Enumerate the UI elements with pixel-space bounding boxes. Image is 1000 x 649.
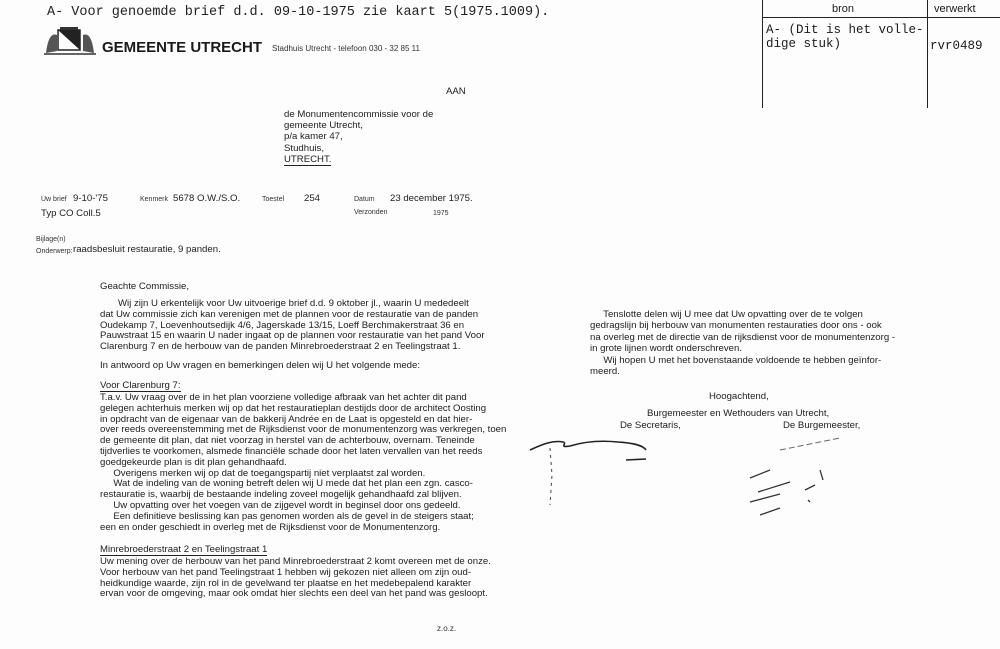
kenmerk-label: Kenmerk [140,196,169,203]
uw-brief-label: Uw brief [41,196,67,203]
paragraph-clarenburg [100,393,506,533]
typist-code: Typ CO Coll.5 [41,208,101,219]
address-line: p/a kamer 47, [284,131,343,143]
text-line: heidkundige waarde, zijn rol in de gevelwand ter plaatse en het medebepalend karakter [100,577,472,589]
text-line: Wij zijn U erkentelijk voor Uw uitvoerige brief d.d. 9 oktober jl., waarin U mededeelt [118,298,469,309]
bron-line: dige stuk) [766,37,842,51]
text-line: T.a.v. Uw vraag over de in het plan voorziene volledige afbraak van het achter dit pand [100,392,467,403]
address-line: gemeente Utrecht, [284,120,363,132]
text-line: na overleg met de directie van de rijksdienst voor de monumentenzorg - [590,331,896,343]
text-line: in opdracht van de eigenaar van de bakkerij Andrée en de Laat is opgesteld en dat hier- [100,413,473,425]
table-divider [762,17,1000,18]
text-line: Voor herbouw van het pand Teelingstraat 1 hebben wij gekozen niet alleen om zijn oud- [100,566,472,578]
text-line: een en onder geschiedt in overleg met de Rijksdienst voor de Monumentenzorg. [100,521,441,533]
address-line: Studhuis, [284,142,325,154]
bijlagen-label: Bijlage(n) [36,236,66,243]
paragraph-intro [100,299,485,353]
text-line: restauratie is, waarbij de bestaande indeling zoveel mogelijk gehandhaafd zal blijven. [100,489,462,501]
text-line: Uw opvatting over het voegen van de zijgevel wordt in beginsel door ons gedeeld. [100,499,461,511]
kenmerk-value: 5678 O.W./S.O. [173,193,241,204]
text-line: Pauwstraat 15 en waarin U nader ingaat op de plannen voor restauratie van het pand Voor [100,330,485,342]
archive-note: A- Voor genoemde brief d.d. 09-10-1975 zie kaart 5(1975.1009). [47,5,550,20]
closing-greeting: Hoogachtend, [709,391,769,402]
bron-cell [766,23,924,51]
text-line: Overigens merken wij op dat de toegangspartij niet verplaatst zal worden. [100,467,426,479]
text-line: de gemeente dit plan, dat niet voorzag in herstel van de achterbouw, overnam. Teneinde [100,435,475,447]
uw-brief-value: 9-10-'75 [73,193,108,204]
text-line: tijdverlies te voorkomen, alsmede financiële schade door het laten vervallen van het reeds [100,445,483,457]
text-line: Uw mening over de herbouw van het pand Minrebroederstraat 2 komt overeen met de onze. [100,556,491,567]
burgemeester-label: De Burgemeester, [783,420,861,431]
recipient-aan: AAN [446,86,466,97]
toestel-label: Toestel [262,196,285,203]
column-header-verwerkt: verwerkt [934,3,976,15]
verwerkt-cell: rvr0489 [930,39,983,53]
text-line: Wij hopen U met het bovenstaande voldoende te hebben geïnfor- [590,354,882,366]
text-line: gedragslijn bij herbouw van monumenten restauraties door ons - ook [590,320,882,332]
heading-text: Voor Clarenburg 7: [100,380,181,391]
paragraph-reply-intro: In antwoord op Uw vragen en bemerkingen delen wij U het volgende mede: [100,360,420,371]
text-line: Clarenburg 7 en de herbouw van de panden Minrebroederstraat 2 en Teelingstraat 1. [100,341,461,353]
heading-text: Minrebroederstraat 2 en Teelingstraat 1 [100,544,268,555]
signatory: Burgemeester en Wethouders van Utrecht, [647,408,830,419]
onderwerp-value: raadsbesluit restauratie, 9 panden. [73,244,221,255]
verzonden-label: Verzonden [354,209,388,216]
text-line: Tenslotte delen wij U mee dat Uw opvatting over de te volgen [590,309,863,320]
municipality-name: GEMEENTE UTRECHT [102,39,263,56]
text-line: meerd. [590,366,620,378]
onderwerp-label: Onderwerp: [36,248,73,255]
text-line: dat Uw commissie zich kan verenigen met de plannen voor de restauratie van de panden [100,308,479,320]
text-line: Wat de indeling van de woning betreft delen wij U mede dat het plan een zgn. casco- [100,478,473,490]
salutation: Geachte Commissie, [100,281,190,292]
text-line: Een definitieve beslissing kan pas genomen worden als de gevel in de steigers staat; [100,510,474,522]
toestel-value: 254 [304,193,321,204]
datum-value: 23 december 1975. [390,193,473,204]
address-line: UTRECHT. [284,153,332,165]
verzonden-value: 1975 [433,210,449,217]
text-line: Oudekamp 7, Loevenhoutsedijk 4/6, Jagerskade 13/15, Loeff Berchmakerstraat 36 en [100,319,465,331]
text-line: goedgekeurde plan is dit plan gehandhaafd. [100,456,287,468]
utrecht-coat-of-arms-logo [42,27,98,55]
letterhead-address: Stadhuis Utrecht - telefoon 030 - 32 85 11 [272,44,420,53]
column-header-bron: bron [832,3,855,15]
secretaris-label: De Secretaris, [620,420,681,431]
secretaris-signature [528,430,688,510]
datum-label: Datum [354,196,375,203]
recipient-address [284,109,433,165]
text-line: ervan voor de omgeving, maar ook omdat hier slechts een deel van het pand was gesloopt. [100,588,488,600]
text-line: gelegen achterhuis merken wij op dat het restauratieplan destijds door de architect Oosting [100,402,487,414]
page-turn-note: z.o.z. [437,624,457,633]
heading-minrebroederstraat [100,545,267,556]
burgemeester-signature [710,430,860,520]
bron-line: A- (Dit is het volle- [766,23,924,37]
paragraph-closing [590,309,895,377]
address-line: de Monumentencommissie voor de [284,109,434,120]
text-line: over reeds overeenstemming met de Rijksdienst voor de monumentenzorg was verkregen, toen [100,424,507,436]
text-line: in grote lijnen wordt onderschreven. [590,343,742,355]
heading-voor-clarenburg [100,381,181,392]
paragraph-minrebroederstraat [100,557,491,600]
